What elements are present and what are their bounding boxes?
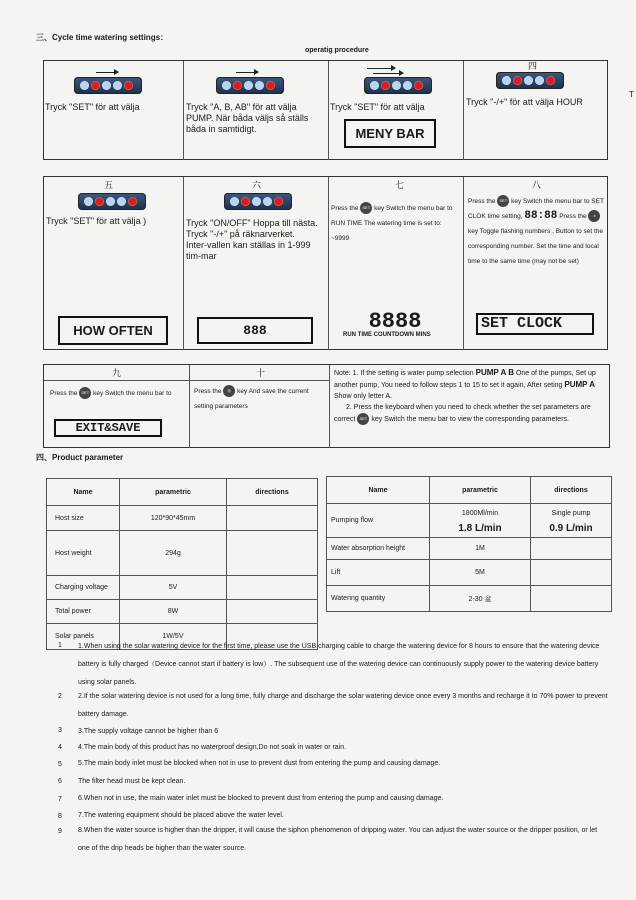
- param-value: 8W: [120, 600, 227, 624]
- table-row: [47, 506, 318, 531]
- section-title-cycle: 三、Cycle time watering settings：: [36, 33, 169, 42]
- note-1-a: Note: 1. If the setting is water pump selection: [334, 370, 474, 377]
- note-pump-a: PUMP A: [564, 380, 596, 389]
- param-value: 294g: [120, 531, 227, 576]
- note-1-c: Show only letter A.: [334, 393, 392, 400]
- set-key-icon: SET: [360, 202, 372, 214]
- param-value: 2-30 盆: [430, 586, 531, 612]
- step-8-text-b: key Switch the menu bar to SET CLOK time setting,: [468, 198, 604, 220]
- col-parametric: parametric: [120, 479, 227, 506]
- instr-text: 7.The watering equipment should be placed above the water level.: [78, 812, 284, 819]
- arrow-icon: [96, 72, 118, 73]
- instr-num: 3: [58, 727, 62, 734]
- table-row: [47, 600, 318, 624]
- step-8-cell: [464, 177, 608, 350]
- param-dir-cell: [531, 504, 612, 538]
- param-dir: [227, 600, 318, 624]
- keypad-icon: [216, 77, 284, 94]
- step-5-cell: [44, 177, 184, 350]
- param-value: 5V: [120, 576, 227, 600]
- keypad-icon: [74, 77, 142, 94]
- param-name: Lift: [327, 560, 430, 586]
- param-value: 1M: [430, 538, 531, 560]
- table-row: [327, 538, 612, 560]
- lcd-exit-save: EXIT&SAVE: [54, 419, 162, 437]
- step-6-number: 六: [252, 181, 262, 191]
- instr-num: 6: [58, 778, 62, 785]
- col-directions: directions: [227, 479, 318, 506]
- instr-num: 1: [58, 642, 62, 649]
- param-value-cell: [430, 504, 531, 538]
- param-name: Watering quantity: [327, 586, 430, 612]
- lcd-digits-4: 8888: [368, 309, 422, 334]
- instr-text: 8.When the water source is higher than the dripper, it will cause the siphon phenomenon of dripping water. You can adjust the water source or the dripper position, or let one of the drip heads be higher than the water source.: [78, 827, 598, 852]
- col-parametric: parametric: [430, 477, 531, 504]
- keypad-icon: [78, 193, 146, 210]
- set-key-icon: SET: [79, 387, 91, 399]
- instr-text: 3.The supply voltage cannot be higher than 6: [78, 728, 219, 735]
- step-3-text: Tryck "SET" för att välja: [330, 102, 425, 112]
- param-name: Pumping flow: [327, 504, 430, 538]
- arrow-icon: [236, 72, 258, 73]
- step-7-text: [331, 201, 461, 246]
- toggle-key-icon: ±: [588, 210, 600, 222]
- param-value: 1W/5V: [120, 624, 227, 650]
- step-4-cell: [464, 61, 608, 160]
- table-row: [327, 586, 612, 612]
- note-1-b: One of the pumps, Set up another pump, You need to follow steps 1 to 15 to set it again, After seting: [334, 370, 596, 389]
- step-9-text-a: Press the: [50, 390, 78, 397]
- step-4-number: 四: [528, 62, 538, 72]
- instr-num: 2: [58, 693, 62, 700]
- param-dir: [227, 531, 318, 576]
- step-9-text-b: key Switch the menu bar to: [93, 390, 172, 397]
- lcd-digits-3: 888: [197, 317, 313, 344]
- section-title-param: 四、Product parameter: [36, 453, 124, 462]
- step-10-text-a: Press the: [194, 388, 222, 395]
- step-1-cell: [44, 61, 184, 160]
- step-4-text: Tryck "-/+" för att välja HOUR: [466, 97, 583, 107]
- param-name: Host size: [47, 506, 120, 531]
- instr-text: 2.If the solar watering device is not used for a long time, fully charge and discharge the solar watering device once every 3 months and recharge it to 70% power to prevent battery damage.: [78, 693, 608, 718]
- step-7-number: 七: [395, 181, 405, 191]
- step-8-text-d: key Toggle flashing numbers , Button to set the corresponding number. Set the time and local time to the same time (may not be set): [468, 228, 604, 265]
- step-6-text: Tryck "ON/OFF" Hoppa till nästa. Tryck "-/+" på räknarverket. Inter-vallen kan ställas in 1-999 tim-mar: [186, 218, 318, 261]
- steps-row-1: [43, 60, 608, 160]
- step-7-text-b: key Switch the menu bar to RUN TIME The watering time is set to: ~9999: [331, 205, 453, 242]
- param-dir: Single pump: [551, 509, 591, 517]
- note-2-a: 2. Press the keyboard when you need to check whether the set parameters are correct: [334, 404, 591, 423]
- table-row: [47, 531, 318, 576]
- instr-text: 4.The main body of this product has no waterproof design,Do not soak in water or rain.: [78, 744, 347, 751]
- step-8-text-c: Press the: [559, 213, 587, 220]
- step-10-cell: [190, 365, 330, 448]
- instr-num: 8: [58, 813, 62, 820]
- arrow-icon: [367, 68, 395, 69]
- step-7-cell: [329, 177, 464, 350]
- col-name: Name: [327, 477, 430, 504]
- step-8-text: [468, 194, 604, 269]
- col-directions: directions: [531, 477, 612, 504]
- param-name: Solar panels: [47, 624, 120, 650]
- instr-text: 5.The main body inlet must be blocked when not in use to prevent dust from entering the pump and causing damage.: [78, 760, 441, 767]
- param-value: 1800Ml/min: [461, 509, 499, 517]
- step-10-text: [194, 384, 326, 414]
- param-dir: [227, 506, 318, 531]
- table-row: [327, 504, 612, 538]
- step-10-number: 十: [256, 369, 266, 379]
- steps-row-2: [43, 176, 608, 350]
- clock-display: 88:88: [524, 210, 558, 222]
- step-2-cell: [184, 61, 329, 160]
- step-8-text-a: Press the: [468, 198, 496, 205]
- note-2-b: key Switch the menu bar to view the corresponding parameters.: [371, 415, 569, 423]
- step-5-number: 五: [104, 181, 114, 191]
- step-8-number: 八: [532, 181, 542, 191]
- param-name: Charging voltage: [47, 576, 120, 600]
- table-row: [327, 560, 612, 586]
- param-table-right: [326, 476, 612, 612]
- step-9-cell: [44, 365, 190, 448]
- col-name: Name: [47, 479, 120, 506]
- procedure-label: operatig procedure: [305, 47, 369, 54]
- setting-notes: [334, 367, 608, 425]
- lcd-meny-bar: MENY BAR: [344, 119, 436, 148]
- step-1-text: Tryck "SET" för att välja: [45, 102, 140, 112]
- param-dir: [227, 576, 318, 600]
- param-dir: [531, 538, 612, 560]
- set-key-icon: SET: [497, 195, 509, 207]
- instr-num: 9: [58, 828, 62, 835]
- param-table-left: [46, 478, 318, 650]
- param-value-liters: 1.8 L/min: [458, 522, 502, 534]
- param-name: Total power: [47, 600, 120, 624]
- note-pump-ab: PUMP A B: [475, 368, 515, 377]
- lcd-how-often: HOW OFTEN: [58, 316, 168, 345]
- instr-text: 1.When using the solar watering device for the first time, please use the USB charging cable to charge the watering device for 8 hours to ensure that the watering device battery is fully charged（Device cannot start if battery is low）. The subsequent use of the watering device can continuously supply power to the watering device battery using solar panels.: [78, 643, 600, 686]
- param-dir: [531, 586, 612, 612]
- instr-num: 5: [58, 761, 62, 768]
- keypad-icon: [224, 193, 292, 210]
- step-10-text-b: key And save the current setting parameters: [194, 388, 309, 410]
- step-9-text: [50, 386, 190, 401]
- steps-row-3: [43, 364, 610, 448]
- lcd-run-time-label: RUN TIME COUNTDOWN MINS: [343, 332, 431, 338]
- step-2-text: Tryck "A, B, AB" för att välja PUMP. När båda väljs så ställs båda in samtidigt.: [186, 102, 309, 134]
- arrow-icon: [373, 73, 403, 74]
- set-key-icon: SET: [357, 413, 369, 425]
- param-dir: [531, 560, 612, 586]
- step-5-text: Tryck "SET" för att välja ): [46, 216, 147, 226]
- instr-num: 4: [58, 744, 62, 751]
- save-key-icon: ◎: [223, 385, 235, 397]
- param-name: Water absorption height: [327, 538, 430, 560]
- step-7-text-a: Press the: [331, 205, 359, 212]
- param-value: 120*90*45mm: [120, 506, 227, 531]
- param-value: 5M: [430, 560, 531, 586]
- step-3-cell: [329, 61, 464, 160]
- instr-text: 6.When not in use, the main water inlet must be blocked to prevent dust from entering the pump and causing damage.: [78, 795, 444, 802]
- step-6-cell: [184, 177, 329, 350]
- table-row: [47, 576, 318, 600]
- keypad-icon: [496, 72, 564, 89]
- instr-num: 7: [58, 796, 62, 803]
- step-9-number: 九: [112, 369, 122, 379]
- param-dir-liters: 0.9 L/min: [549, 522, 593, 534]
- lcd-set-clock: SET CLOCK: [476, 313, 594, 335]
- keypad-icon: [364, 77, 432, 94]
- instr-text: The filter head must be kept clean.: [78, 778, 186, 785]
- param-name: Host weight: [47, 531, 120, 576]
- margin-mark: T: [629, 90, 634, 99]
